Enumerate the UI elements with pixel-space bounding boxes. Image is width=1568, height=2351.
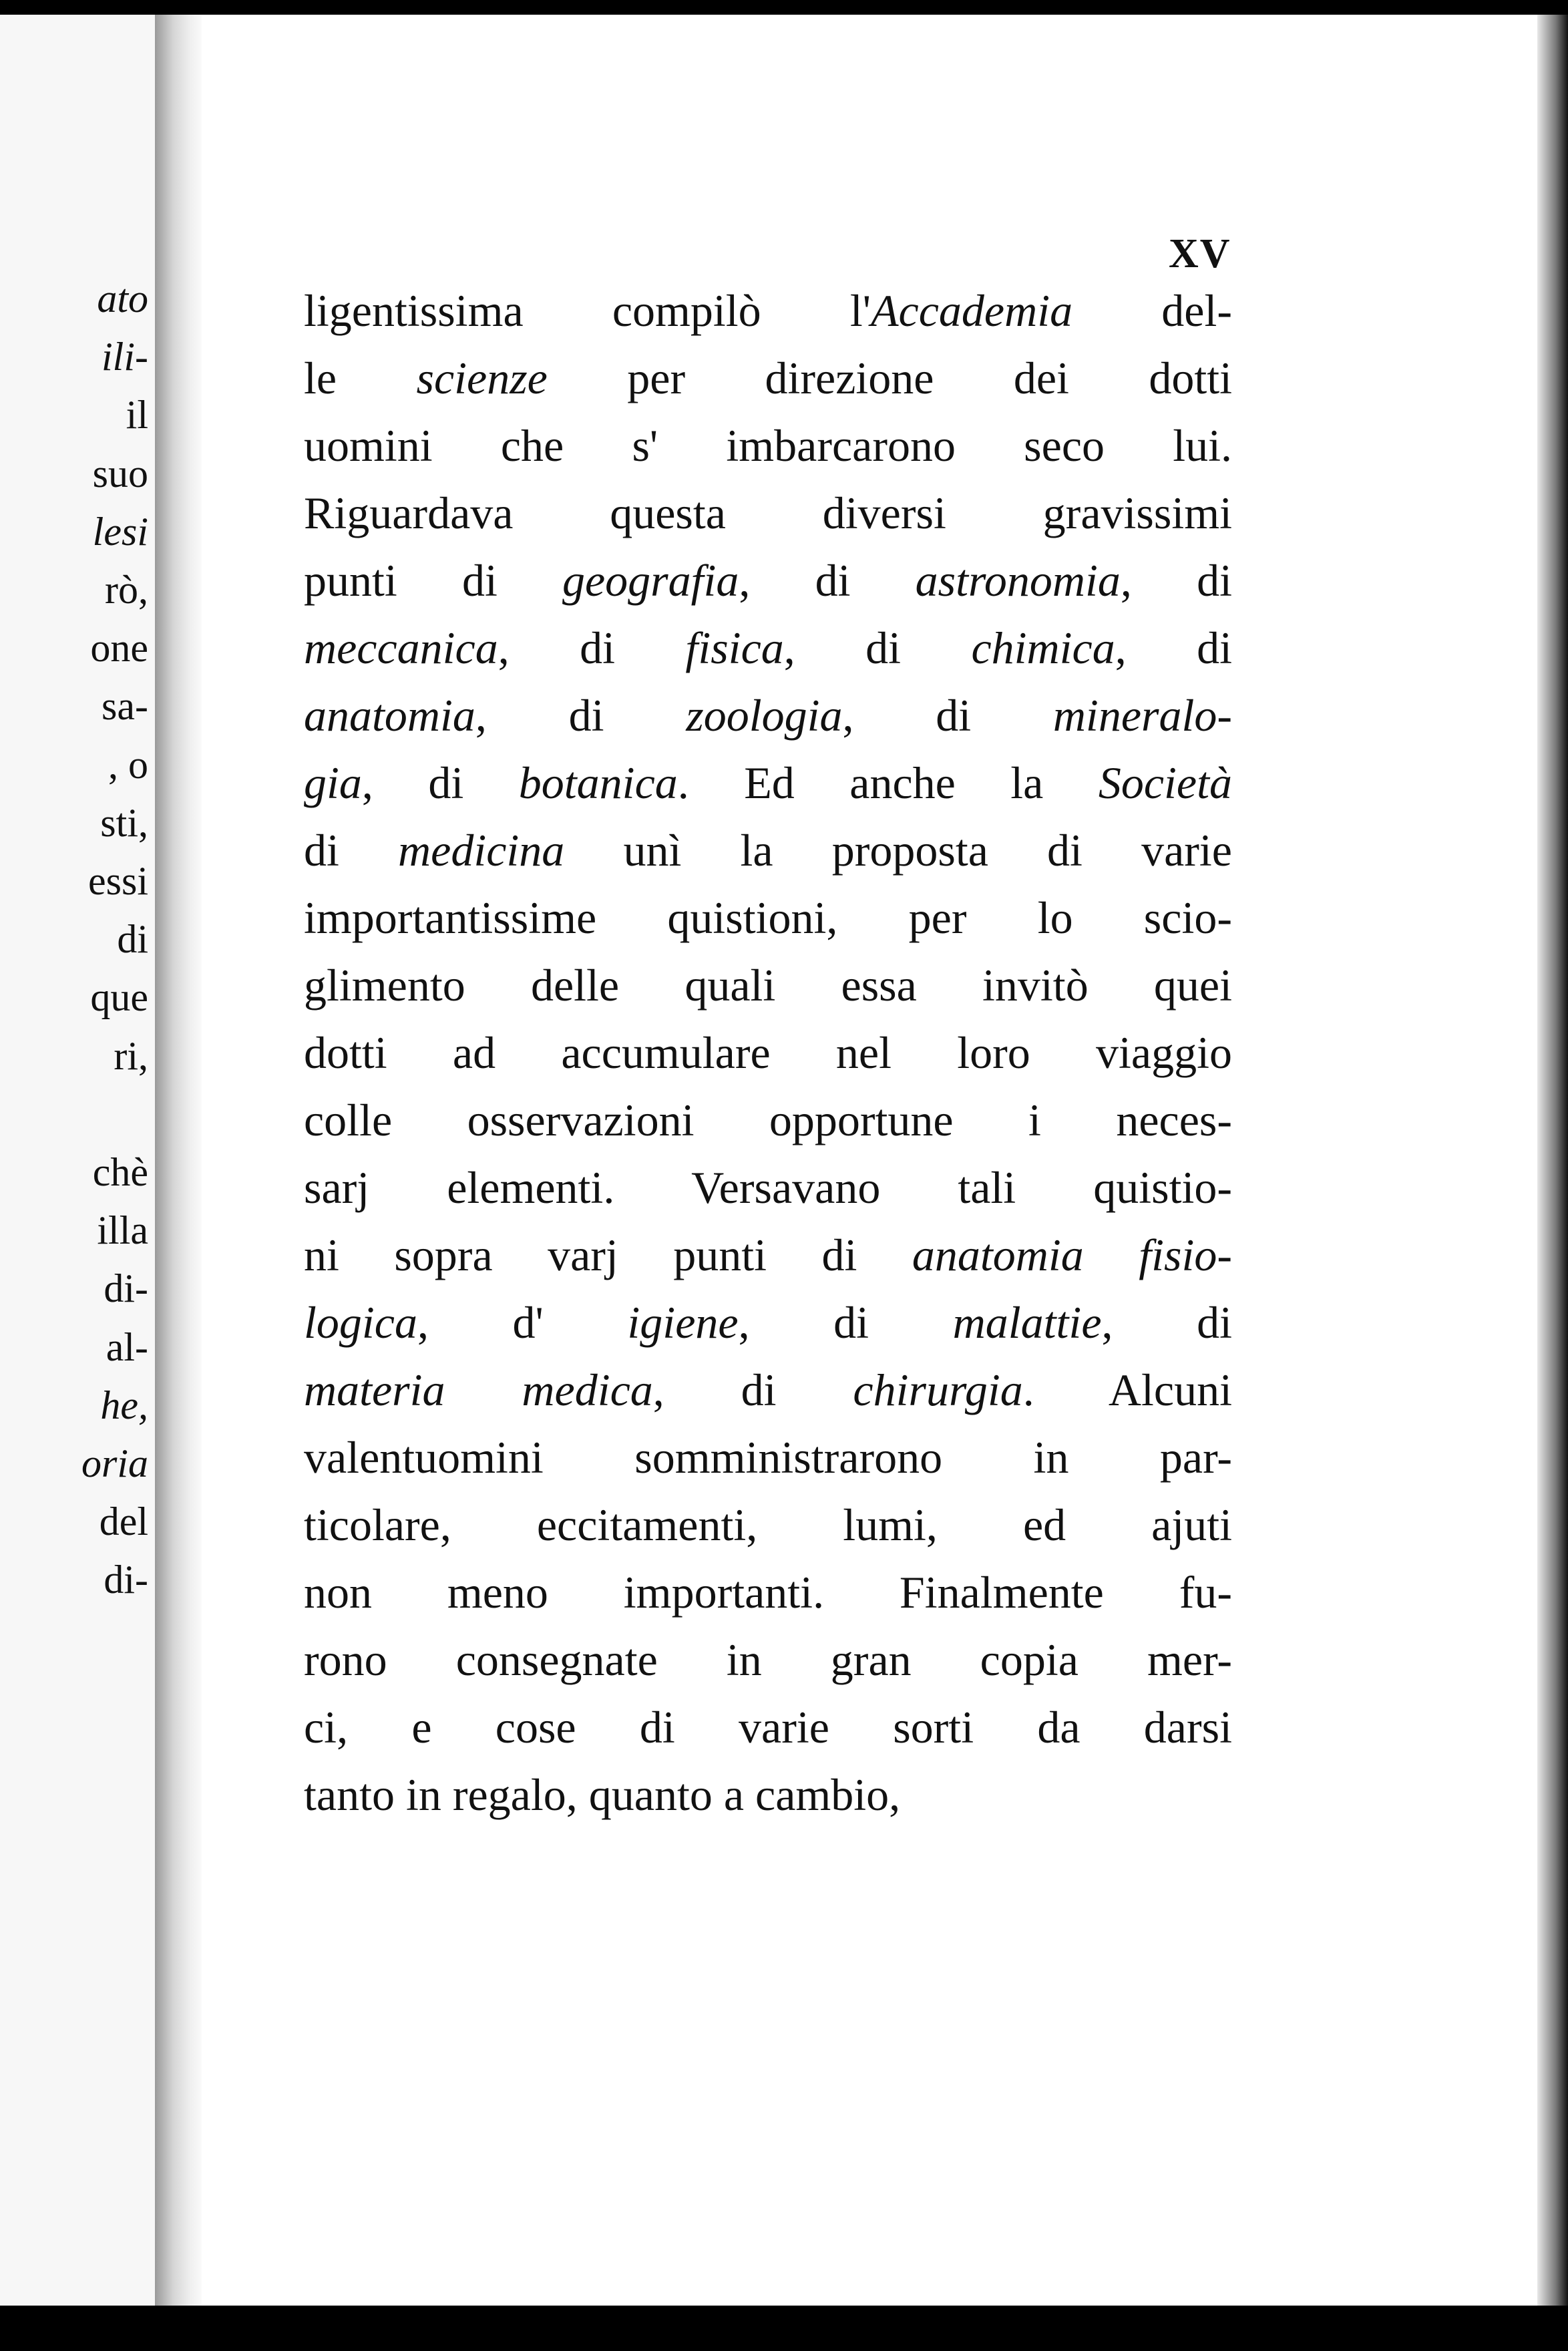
text-run: , di: [842, 690, 1053, 741]
left-page-line: sti,: [100, 800, 148, 845]
text-line: [304, 1019, 1232, 1087]
italic-term: anatomia: [304, 690, 475, 741]
text-run: , di: [739, 555, 916, 606]
text-line: [304, 547, 1232, 614]
text-line: [304, 614, 1232, 682]
left-page-line: illa: [97, 1208, 148, 1253]
left-page-line: que: [90, 975, 148, 1020]
left-page-line: rò,: [105, 568, 148, 612]
text-run: , di: [783, 622, 972, 673]
left-page-line: chè: [92, 1150, 148, 1194]
left-page-line: , o: [108, 742, 148, 787]
text-run: , di: [1115, 622, 1232, 673]
text-run: , di: [1101, 1297, 1232, 1348]
text-line: [304, 817, 1232, 884]
text-run: colle osservazioni opportune i neces-: [304, 1095, 1232, 1145]
text-line: [304, 1357, 1232, 1424]
left-page-line: di-: [104, 1266, 148, 1311]
italic-term: gia: [304, 757, 362, 808]
italic-term: astronomia: [915, 555, 1121, 606]
italic-term: scienze: [416, 353, 548, 403]
italic-term: medicina: [398, 825, 565, 876]
text-run: . Alcuni: [1022, 1365, 1232, 1415]
left-page-fragment: [0, 15, 155, 2306]
text-run: ni sopra varj punti di: [304, 1230, 912, 1280]
left-page-line: ri,: [114, 1033, 148, 1078]
italic-term: anatomia fisio-: [912, 1230, 1232, 1280]
text-run: , di: [361, 757, 519, 808]
text-line: [304, 952, 1232, 1019]
text-line: [304, 1761, 1232, 1829]
text-line: [304, 345, 1232, 412]
text-run: , di: [475, 690, 687, 741]
text-run: , di: [652, 1365, 853, 1415]
italic-term: materia medica: [304, 1365, 653, 1415]
text-run: , di: [1120, 555, 1232, 606]
italic-term: geografia: [562, 555, 739, 606]
left-page-line: del: [99, 1499, 148, 1544]
left-page-line: oria: [81, 1441, 148, 1485]
text-run: Riguardava questa diversi gravissimi: [304, 488, 1232, 538]
italic-term: igiene: [627, 1297, 739, 1348]
italic-term: mineralo-: [1052, 690, 1232, 741]
left-page-line: sa-: [102, 684, 148, 729]
text-line: [304, 1222, 1232, 1289]
italic-term: malattie: [952, 1297, 1102, 1348]
left-page-line: lesi: [92, 509, 148, 554]
text-line: [304, 1424, 1232, 1491]
italic-term: chimica: [971, 622, 1115, 673]
text-run: importantissime quistioni, per lo scio-: [304, 892, 1232, 943]
text-line: [304, 1491, 1232, 1559]
book-gutter: [155, 15, 202, 2306]
text-run: tanto in regalo, quanto a cambio,: [304, 1769, 901, 1820]
text-run: unì la proposta di varie: [564, 825, 1232, 876]
text-run: di: [304, 825, 399, 876]
text-line: [304, 1559, 1232, 1626]
italic-term: zoologia: [686, 690, 843, 741]
text-run: sarj elementi. Versavano tali quistio-: [304, 1162, 1232, 1213]
text-run: ticolare, eccitamenti, lumi, ed ajuti: [304, 1499, 1232, 1550]
text-run: del-: [1072, 285, 1233, 336]
left-page-line: di-: [104, 1558, 148, 1602]
italic-term: Società: [1098, 757, 1232, 808]
page-edge: [1537, 15, 1568, 2306]
text-line: [304, 1694, 1232, 1761]
text-run: le: [304, 353, 417, 403]
text-line: [304, 1626, 1232, 1694]
text-line: [304, 749, 1232, 817]
text-line: [304, 1154, 1232, 1222]
text-run: dotti ad accumulare nel loro viaggio: [304, 1027, 1232, 1078]
left-page-line: suo: [92, 451, 148, 496]
text-run: , d': [417, 1297, 628, 1348]
text-line: [304, 480, 1232, 547]
text-line: [304, 884, 1232, 952]
page-number: XV: [1169, 231, 1231, 277]
text-run: rono consegnate in gran copia mer-: [304, 1634, 1232, 1685]
text-run: per direzione dei dotti: [547, 353, 1232, 403]
body-text: [304, 277, 1232, 1829]
text-run: non meno importanti. Finalmente fu-: [304, 1567, 1232, 1618]
text-run: punti di: [304, 555, 562, 606]
left-page-line: essi: [88, 859, 148, 903]
text-run: uomini che s' imbarcarono seco lui.: [304, 420, 1232, 471]
text-line: [304, 1289, 1232, 1357]
left-page-line: one: [90, 626, 148, 671]
left-page-line: di: [117, 917, 148, 962]
italic-term: chirurgia: [853, 1365, 1023, 1415]
text-run: glimento delle quali essa invitò quei: [304, 960, 1232, 1011]
text-run: ci, e cose di varie sorti da darsi: [304, 1702, 1232, 1753]
text-run: , di: [498, 622, 686, 673]
text-run: ligentissima compilò l': [304, 285, 871, 336]
text-line: [304, 412, 1232, 480]
italic-term: logica: [304, 1297, 417, 1348]
text-run: valentuomini somministrarono in par-: [304, 1432, 1232, 1483]
text-line: [304, 682, 1232, 749]
left-page-line: al-: [106, 1324, 148, 1369]
italic-term: fisica: [685, 622, 784, 673]
italic-term: meccanica: [304, 622, 498, 673]
text-run: . Ed anche la: [677, 757, 1099, 808]
left-page-line: ato: [97, 277, 148, 321]
italic-term: botanica: [518, 757, 678, 808]
left-page-line: il: [126, 393, 148, 437]
text-run: , di: [738, 1297, 953, 1348]
italic-term: Accademia: [871, 285, 1073, 336]
text-line: [304, 1087, 1232, 1154]
text-line: [304, 277, 1232, 345]
left-page-line: he,: [100, 1383, 148, 1427]
left-page-line: ili-: [102, 335, 148, 379]
